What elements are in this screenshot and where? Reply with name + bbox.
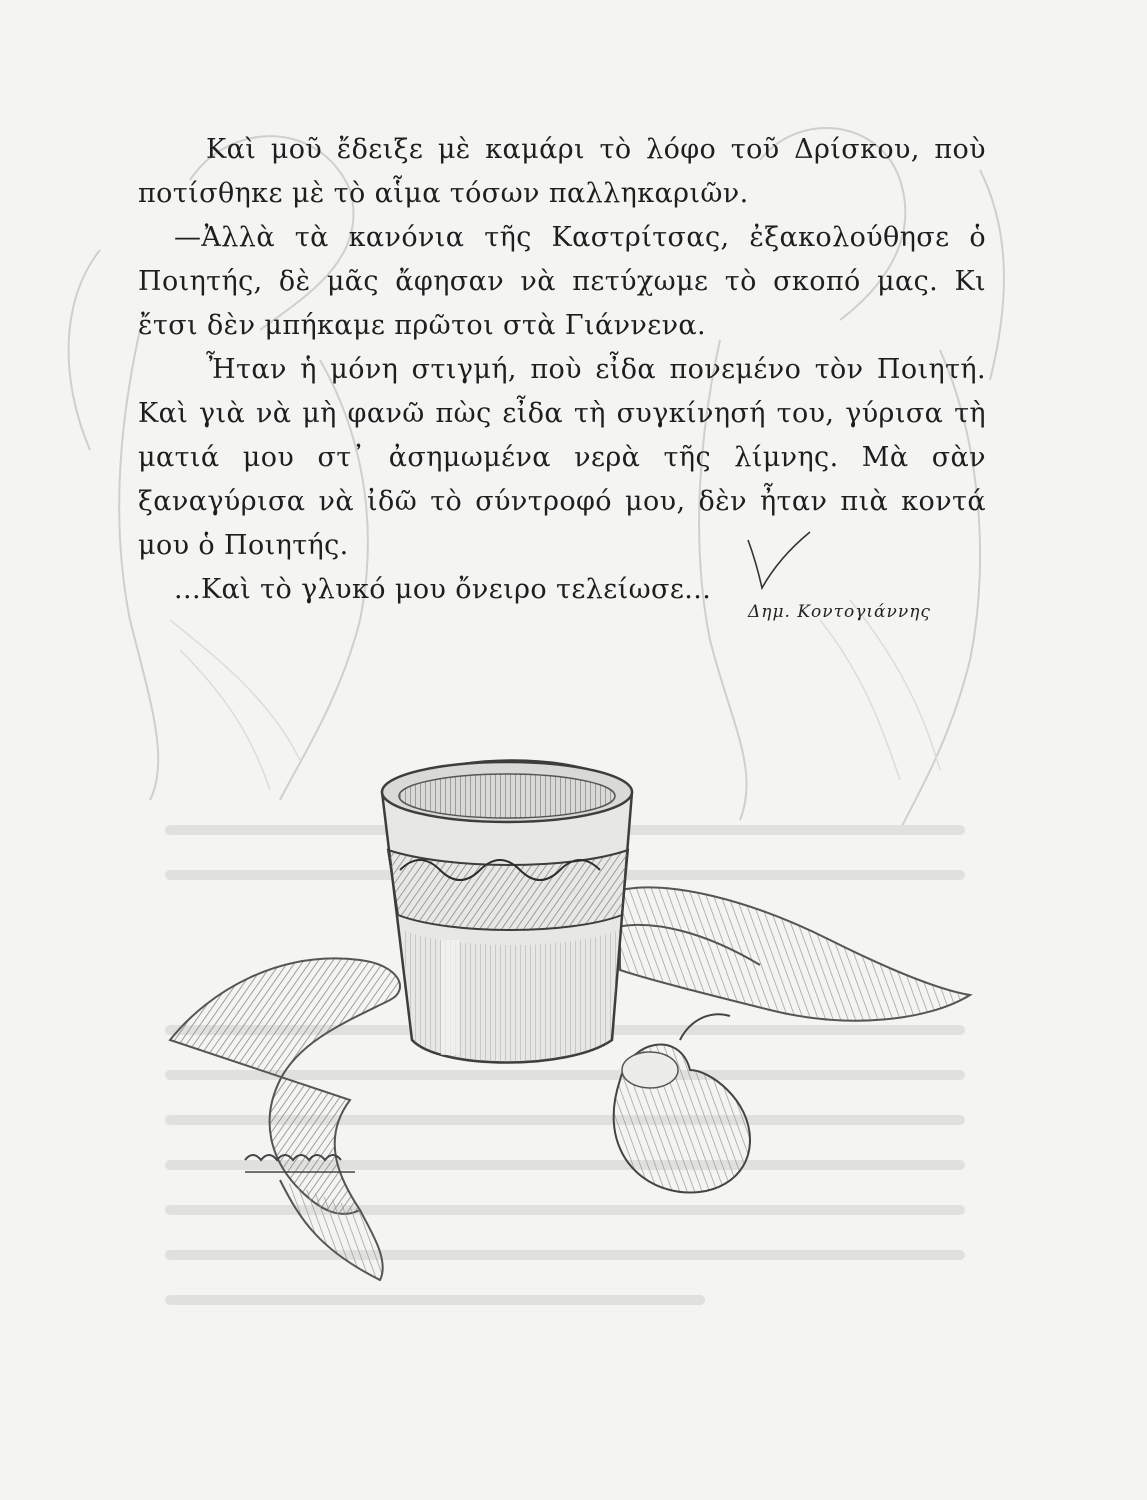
paragraph-2: —Ἀλλὰ τὰ κανόνια τῆς Καστρίτσας, ἐξακολούθησε ὁ Ποιητής, δὲ μᾶς ἄφησαν νὰ πετύχωμε τὸ σκοπό μας. Κι ἔτσι δὲν μπήκαμε πρῶτοι στὰ Γιάννενα. — [138, 222, 986, 341]
author-signature: Δημ. Κοντογιάννης — [748, 602, 931, 622]
paragraph-4: ...Καὶ τὸ γλυκό μου ὄνειρο τελείωσε... — [174, 574, 712, 605]
paragraph-1: Καὶ μοῦ ἔδειξε μὲ καμάρι τὸ λόφο τοῦ Δρίσκου, ποὺ ποτίσθηκε μὲ τὸ αἷμα τόσων παλληκαριῶν. — [138, 134, 986, 209]
handwritten-check-mark — [744, 530, 814, 594]
story-text — [138, 128, 986, 612]
cup-napkin-pear-engraving-icon — [150, 740, 1010, 1300]
paragraph-3: Ἦταν ἡ μόνη στιγμή, ποὺ εἶδα πονεμένο τὸν Ποιητή. Καὶ γιὰ νὰ μὴ φανῶ πὼς εἶδα τὴ συγκίνησή του, γύρισα τὴ ματιά μου στ᾽ ἀσημωμένα νερὰ τῆς λίμνης. Μὰ σὰν ξαναγύρισα νὰ ἰδῶ τὸ σύντροφό μου, δὲν ἦταν πιὰ κοντά μου ὁ Ποιητής. — [138, 354, 986, 561]
